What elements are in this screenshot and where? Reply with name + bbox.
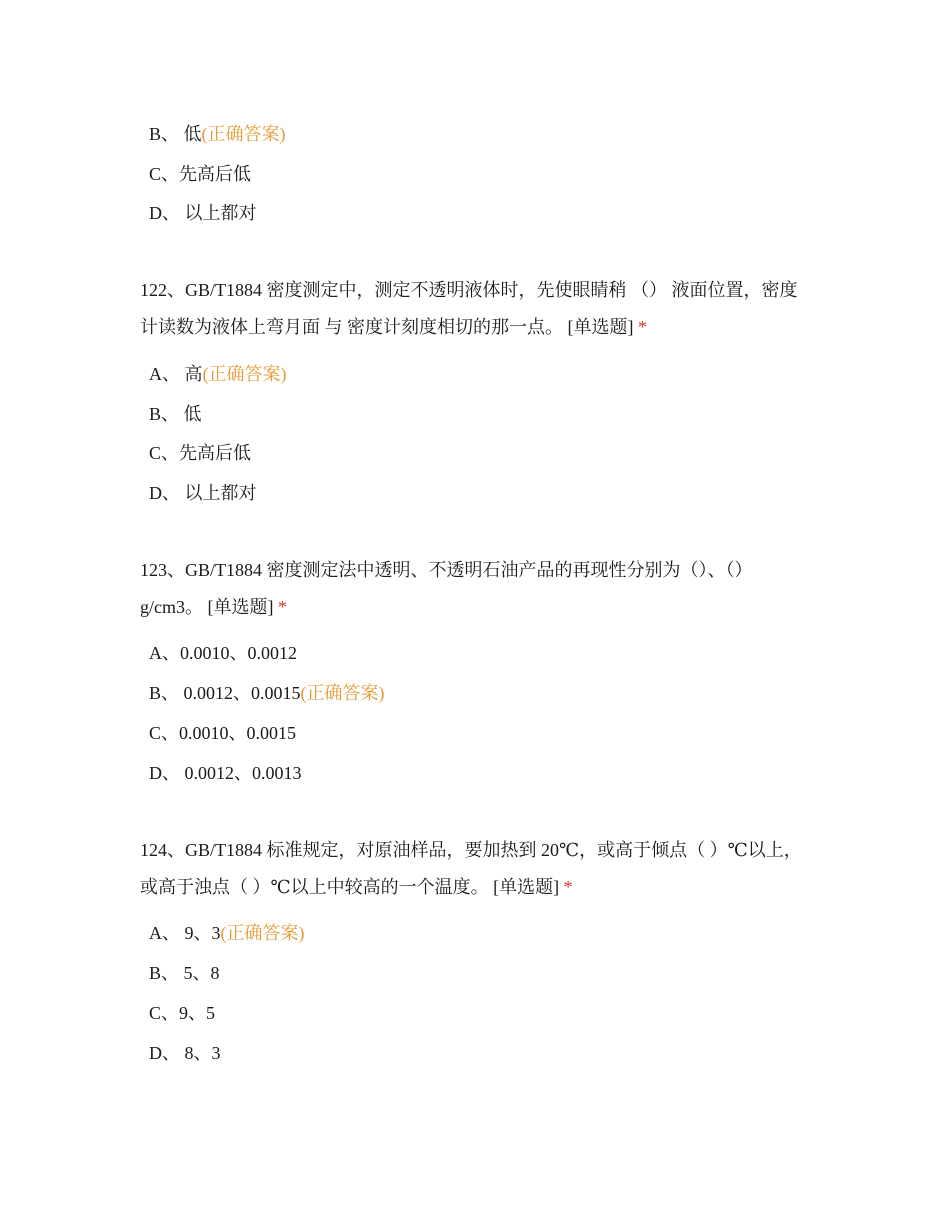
option-text: D、 8、3 xyxy=(149,1043,221,1063)
question-123 xyxy=(140,552,810,626)
correct-answer-tag: (正确答案) xyxy=(201,124,286,144)
option-text: C、9、5 xyxy=(149,1003,216,1023)
option-text: C、先高后低 xyxy=(149,443,252,463)
correct-answer-tag: (正确答案) xyxy=(300,683,385,703)
option-text: C、先高后低 xyxy=(149,164,252,184)
option-text: D、 以上都对 xyxy=(149,483,257,503)
q124-option-c xyxy=(149,1000,215,1026)
q123-option-d xyxy=(149,760,302,786)
required-mark: * xyxy=(638,317,647,337)
q124-option-d xyxy=(149,1040,221,1066)
option-text: A、 高 xyxy=(149,364,203,384)
required-mark: * xyxy=(563,877,573,897)
question-text: 122、GB/T1884 密度测定中，测定不透明液体时，先使眼睛稍 （） 液面位置，密度计读数为液体上弯月面 与 密度计刻度相切的那一点。 [单选题] xyxy=(140,280,798,337)
correct-answer-tag: (正确答案) xyxy=(202,364,287,384)
option-text: B、 5、8 xyxy=(149,963,220,983)
q124-option-a xyxy=(149,920,305,946)
q123-option-b xyxy=(149,680,385,706)
q123-option-c xyxy=(149,720,296,746)
option-text: A、0.0010、0.0012 xyxy=(149,643,297,663)
prev-option-c xyxy=(149,161,251,187)
question-text: 123、GB/T1884 密度测定法中透明、不透明石油产品的再现性分别为（）、（）g/cm3。 [单选题] xyxy=(140,560,753,617)
prev-option-d xyxy=(149,200,257,226)
option-text: D、 0.0012、0.0013 xyxy=(149,763,302,783)
option-text: C、0.0010、0.0015 xyxy=(149,723,297,743)
option-text: B、 0.0012、0.0015 xyxy=(149,683,301,703)
option-text: B、 低 xyxy=(149,404,202,424)
question-124 xyxy=(140,832,810,906)
question-text: 124、GB/T1884 标准规定，对原油样品，要加热到 20℃，或高于倾点（ ）℃以上，或高于浊点（ ）℃以上中较高的一个温度。 [单选题] xyxy=(140,840,802,897)
prev-option-b xyxy=(149,121,286,147)
question-122 xyxy=(140,272,810,346)
option-text: B、 低 xyxy=(149,124,202,144)
q122-option-b xyxy=(149,401,202,427)
q123-option-a xyxy=(149,640,297,666)
q124-option-b xyxy=(149,960,220,986)
q122-option-a xyxy=(149,361,287,387)
option-text: A、 9、3 xyxy=(149,923,221,943)
correct-answer-tag: (正确答案) xyxy=(220,923,305,943)
q122-option-c xyxy=(149,440,251,466)
required-mark: * xyxy=(277,597,287,617)
option-text: D、 以上都对 xyxy=(149,203,257,223)
q122-option-d xyxy=(149,480,257,506)
